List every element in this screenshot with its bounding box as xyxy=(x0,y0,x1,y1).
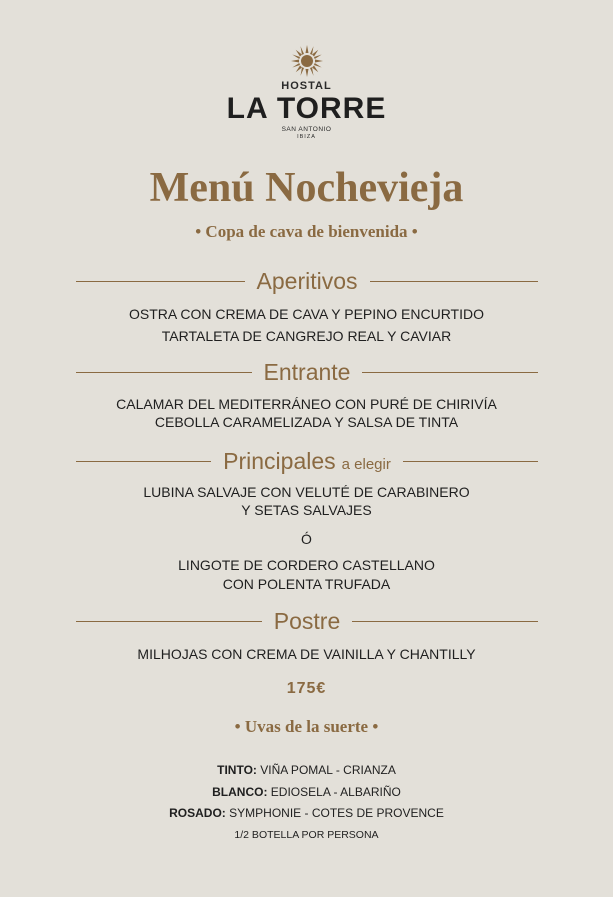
section-entrante-header xyxy=(76,357,538,387)
wine-name: SYMPHONIE - COTES DE PROVENCE xyxy=(225,806,444,820)
section-heading: Postre xyxy=(273,607,341,634)
wine-rosado xyxy=(0,803,613,825)
wine-type-label: ROSADO: xyxy=(169,806,226,820)
logo-island-text: IBIZA xyxy=(297,134,316,140)
divider-line xyxy=(370,281,539,282)
section-heading-text: Principales xyxy=(223,447,336,474)
hotel-logo xyxy=(0,44,613,141)
divider-line xyxy=(362,372,538,373)
divider-line xyxy=(76,461,211,462)
menu-title: Menú Nochevieja xyxy=(149,165,464,211)
menu-item: CALAMAR DEL MEDITERRÁNEO CON PURÉ DE CHIRIVÍA xyxy=(116,396,497,412)
menu-item: LUBINA SALVAJE CON VELUTÉ DE CARABINERO xyxy=(143,484,470,500)
section-postre-header xyxy=(76,606,538,636)
logo-location-text: SAN ANTONIO xyxy=(281,126,332,133)
wine-blanco xyxy=(0,782,613,804)
wine-name: VIÑA POMAL - CRIANZA xyxy=(256,763,396,777)
section-heading: Aperitivos xyxy=(256,267,358,294)
divider-line xyxy=(76,621,262,622)
menu-item: LINGOTE DE CORDERO CASTELLANO xyxy=(178,557,435,573)
menu-item: TARTALETA DE CANGREJO REAL Y CAVIAR xyxy=(161,328,452,344)
or-separator xyxy=(0,528,613,550)
logo-hostal-text: HOSTAL xyxy=(281,80,332,92)
lucky-grapes: • Uvas de la suerte • xyxy=(234,717,379,736)
divider-line xyxy=(352,621,538,622)
divider-line xyxy=(403,461,538,462)
wine-portion-note: 1/2 BOTELLA POR PERSONA xyxy=(234,828,379,841)
divider-line xyxy=(76,372,252,373)
postre-list xyxy=(0,643,613,665)
or-text: Ó xyxy=(301,531,312,547)
menu-item: CEBOLLA CARAMELIZADA Y SALSA DE TINTA xyxy=(154,414,459,430)
menu-item: CON POLENTA TRUFADA xyxy=(222,576,391,592)
section-heading xyxy=(211,448,403,475)
principales-option-1 xyxy=(0,483,613,519)
sun-emblem-icon xyxy=(291,44,323,78)
section-principales-header xyxy=(76,446,538,476)
wine-name: EDIOSELA - ALBARIÑO xyxy=(267,784,401,799)
wine-type-label: BLANCO: xyxy=(212,784,268,799)
menu-item: Y SETAS SALVAJES xyxy=(241,502,372,518)
divider-line xyxy=(76,281,245,282)
wine-tinto xyxy=(0,760,613,782)
section-heading: Entrante xyxy=(263,358,351,385)
aperitivos-list xyxy=(0,303,613,347)
menu-price: 175€ xyxy=(286,680,327,697)
welcome-drink: • Copa de cava de bienvenida • xyxy=(195,222,418,241)
section-aperitivos-header xyxy=(76,266,538,296)
wine-list xyxy=(0,760,613,846)
section-subheading: a elegir xyxy=(341,455,391,473)
menu-item: MILHOJAS CON CREMA DE VAINILLA Y CHANTILLY xyxy=(137,646,476,662)
menu-item: OSTRA CON CREMA DE CAVA Y PEPINO ENCURTIDO xyxy=(128,306,484,322)
principales-option-2 xyxy=(0,556,613,594)
wine-type-label: TINTO: xyxy=(217,763,257,777)
entrante-list xyxy=(0,395,613,431)
logo-name-text: LA TORRE xyxy=(226,92,387,125)
